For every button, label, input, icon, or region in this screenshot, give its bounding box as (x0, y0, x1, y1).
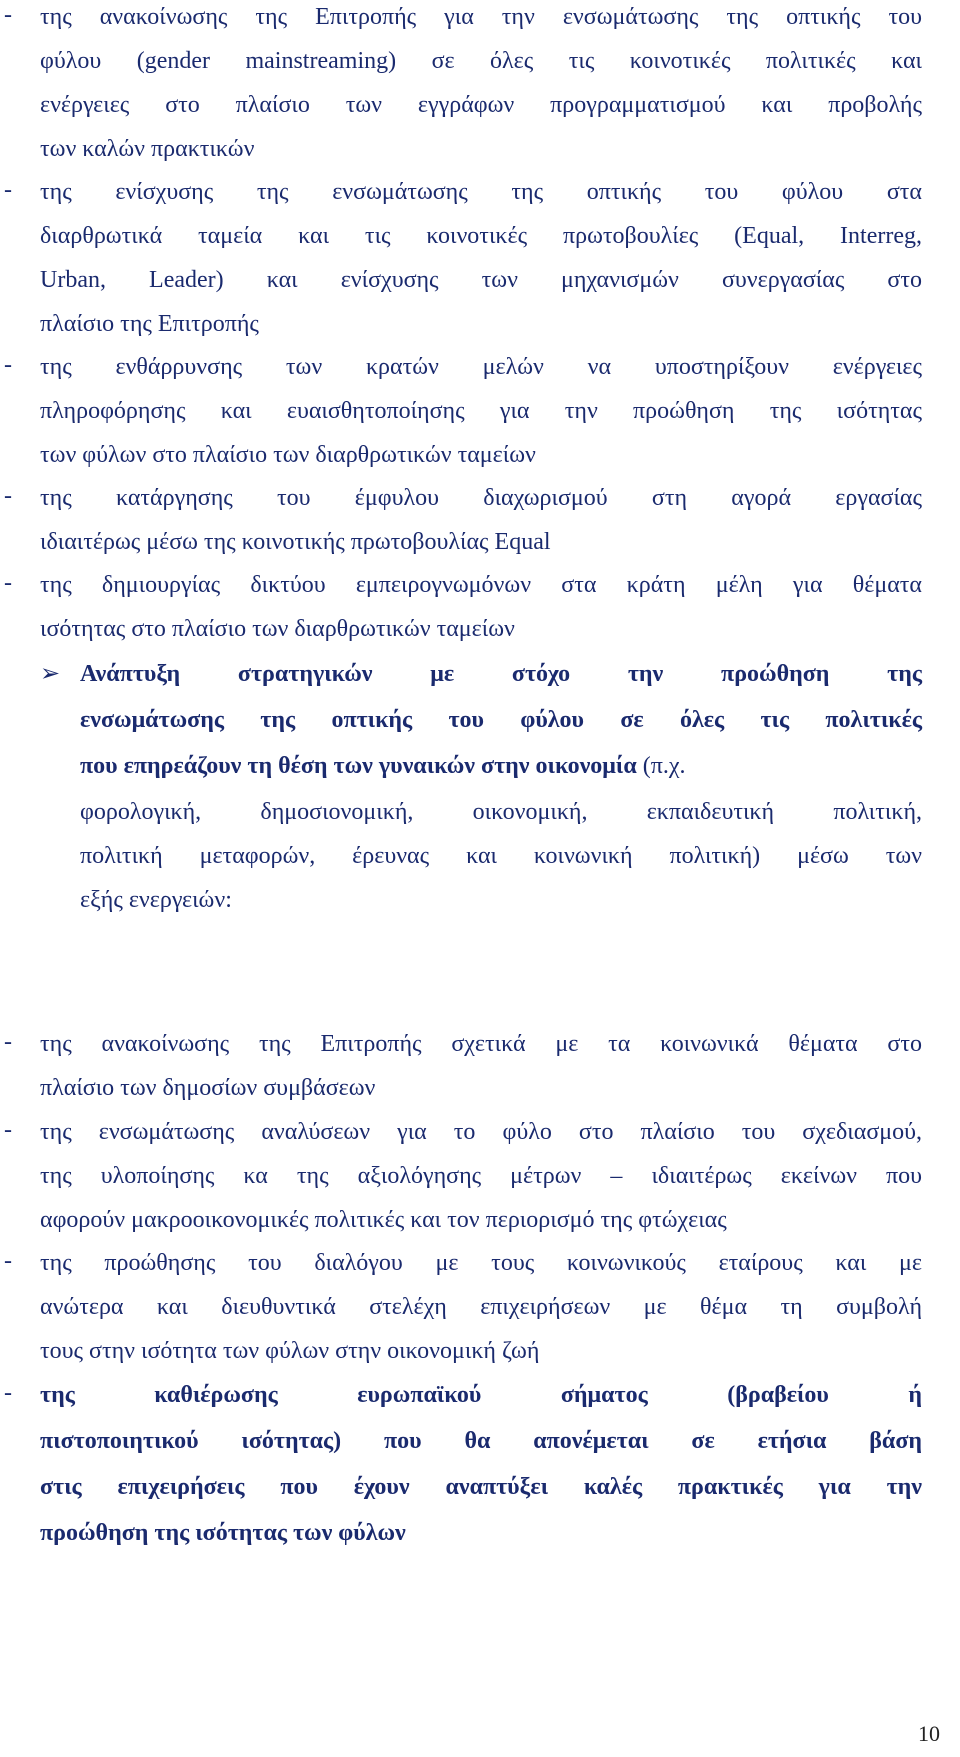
text-line: της ανακοίνωσης της Επιτροπής για την ενσωμάτωσης της οπτικής του (40, 4, 922, 30)
text-line: πλαίσιο των δημοσίων συμβάσεων (40, 1075, 376, 1101)
text-line: πληροφόρησης και ευαισθητοποίησης για την προώθηση της ισότητας (40, 398, 922, 424)
text-line: ισότητας στο πλαίσιο των διαρθρωτικών ταμείων (40, 616, 515, 642)
dash-marker: - (4, 483, 12, 509)
bold-text-line: πιστοποιητικού ισότητας) που θα απονέμεται σε ετήσια βάση (40, 1428, 922, 1454)
dash-marker: - (4, 352, 12, 378)
dash-marker: - (4, 1248, 12, 1274)
text-line: φύλου (gender mainstreaming) σε όλες τις κοινοτικές πολιτικές και (40, 48, 922, 74)
bold-text-line: προώθηση της ισότητας των φύλων (40, 1520, 406, 1546)
bold-text-line: Ανάπτυξη στρατηγικών με στόχο την προώθηση της (80, 661, 922, 687)
bold-text-line: ενσωμάτωσης της οπτικής του φύλου σε όλες τις πολιτικές (80, 707, 922, 733)
text-line: Urban, Leader) και ενίσχυσης των μηχανισμών συνεργασίας στο (40, 267, 922, 293)
dash-marker: - (4, 2, 12, 28)
dash-marker: - (4, 1117, 12, 1143)
text-line: της ενσωμάτωσης αναλύσεων για το φύλο στο πλαίσιο του σχεδιασμού, (40, 1119, 922, 1145)
bold-text-line: στις επιχειρήσεις που έχουν αναπτύξει καλές πρακτικές για την (40, 1474, 922, 1500)
text-line: φορολογική, δημοσιονομική, οικονομική, εκπαιδευτική πολιτική, (80, 799, 922, 825)
text-line: ιδιαιτέρως μέσω της κοινοτικής πρωτοβουλίας Equal (40, 529, 551, 555)
text-line: της προώθησης του διαλόγου με τους κοινωνικούς εταίρους και με (40, 1250, 922, 1276)
text-line: της κατάργησης του έμφυλου διαχωρισμού στη αγορά εργασίας (40, 485, 922, 511)
text-line: διαρθρωτικά ταμεία και τις κοινοτικές πρωτοβουλίες (Equal, Interreg, (40, 223, 922, 249)
text-line: της δημιουργίας δικτύου εμπειρογνωμόνων στα κράτη μέλη για θέματα (40, 572, 922, 598)
text-line: της υλοποίησης κα της αξιολόγησης μέτρων – ιδιαιτέρως εκείνων που (40, 1163, 922, 1189)
bold-text-line: της καθιέρωσης ευρωπαϊκού σήματος (βραβείου ή (40, 1382, 922, 1408)
text-line: αφορούν μακροοικονομικές πολιτικές και τον περιορισμό της φτώχειας (40, 1207, 727, 1233)
text-segment: (π.χ. (636, 753, 686, 779)
dash-marker: - (4, 570, 12, 596)
page-number: 10 (918, 1721, 940, 1746)
dash-marker: - (4, 1029, 12, 1055)
text-line: των φύλων στο πλαίσιο των διαρθρωτικών ταμείων (40, 442, 536, 468)
text-line: ενέργειες στο πλαίσιο των εγγράφων προγραμματισμού και προβολής (40, 92, 922, 118)
mixed-text-line (80, 751, 686, 781)
text-line: της ενθάρρυνσης των κρατών μελών να υποστηρίξουν ενέργειες (40, 354, 922, 380)
dash-marker: - (4, 177, 12, 203)
text-line: πλαίσιο της Επιτροπής (40, 311, 259, 337)
text-line: των καλών πρακτικών (40, 136, 255, 162)
text-line: τους στην ισότητα των φύλων στην οικονομική ζωή (40, 1338, 540, 1364)
arrow-bullet-icon: ➢ (40, 659, 61, 687)
text-line: πολιτική μεταφορών, έρευνας και κοινωνική πολιτική) μέσω των (80, 843, 922, 869)
text-line: της ενίσχυσης της ενσωμάτωσης της οπτικής του φύλου στα (40, 179, 922, 205)
bold-text-segment: που επηρεάζουν τη θέση των γυναικών στην οικονομία (80, 753, 637, 779)
text-line: της ανακοίνωσης της Επιτροπής σχετικά με τα κοινωνικά θέματα στο (40, 1031, 922, 1057)
dash-marker: - (4, 1380, 12, 1406)
text-line: ανώτερα και διευθυντικά στελέχη επιχειρήσεων με θέμα τη συμβολή (40, 1294, 922, 1320)
text-line: εξής ενεργειών: (80, 887, 232, 913)
